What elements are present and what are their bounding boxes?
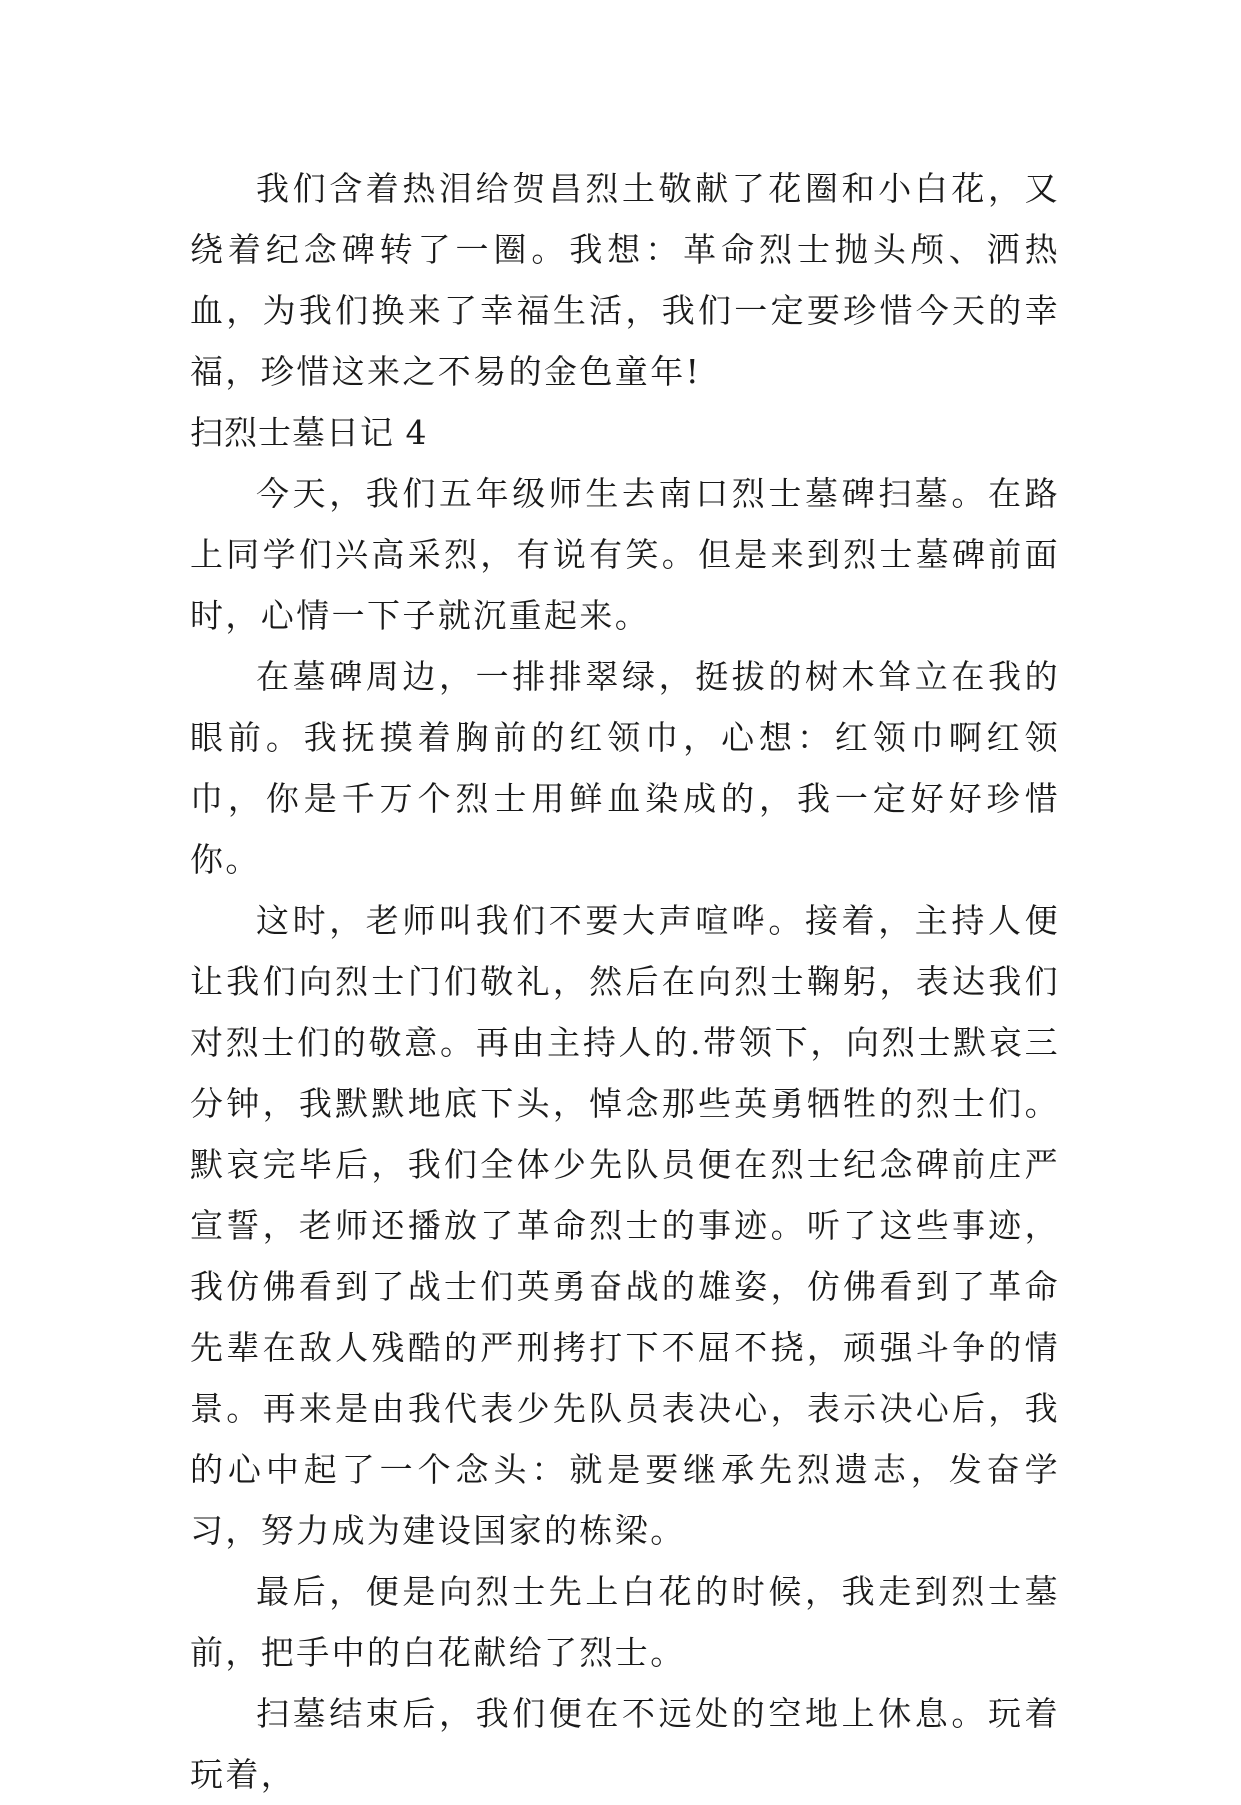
document-page: [190, 158, 1060, 1805]
paragraph-ceremony: 这时，老师叫我们不要大声喧哗。接着，主持人便让我们向烈士门们敬礼，然后在向烈士鞠躬，表达我们对烈士们的敬意。再由主持人的.带领下，向烈士默哀三分钟，我默默地底下头，悼念那些英勇牺牲的烈士们。默哀完毕后，我们全体少先队员便在烈士纪念碑前庄严宣誓，老师还播放了革命烈士的事迹。听了这些事迹，我仿佛看到了战士们英勇奋战的雄姿，仿佛看到了革命先辈在敌人残酷的严刑拷打下不屈不挠，顽强斗争的情景。再来是由我代表少先队员表决心，表示决心后，我的心中起了一个念头：就是要继承先烈遗志，发奋学习，努力成为建设国家的栋梁。: [190, 901, 1060, 1550]
paragraph-arrival: 今天，我们五年级师生去南口烈士墓碑扫墓。在路上同学们兴高采烈，有说有笑。但是来到烈士墓碑前面时，心情一下子就沉重起来。: [190, 474, 1060, 635]
paragraph-red-scarf: 在墓碑周边，一排排翠绿，挺拔的树木耸立在我的眼前。我抚摸着胸前的红领巾，心想：红领巾啊红领巾，你是千万个烈士用鲜血染成的，我一定好好珍惜你。: [190, 657, 1060, 879]
diary-entry-title: 扫烈士墓日记 4: [190, 413, 428, 452]
paragraph-memorial-wreath: 我们含着热泪给贺昌烈土敬献了花圈和小白花，又绕着纪念碑转了一圈。我想：革命烈士抛头颅、洒热血，为我们换来了幸福生活，我们一定要珍惜今天的幸福，珍惜这来之不易的金色童年!: [190, 169, 1060, 391]
paragraph-white-flowers: 最后，便是向烈士先上白花的时候，我走到烈士墓前，把手中的白花献给了烈士。: [190, 1572, 1060, 1672]
paragraph-rest: 扫墓结束后，我们便在不远处的空地上休息。玩着玩着，: [190, 1694, 1060, 1794]
